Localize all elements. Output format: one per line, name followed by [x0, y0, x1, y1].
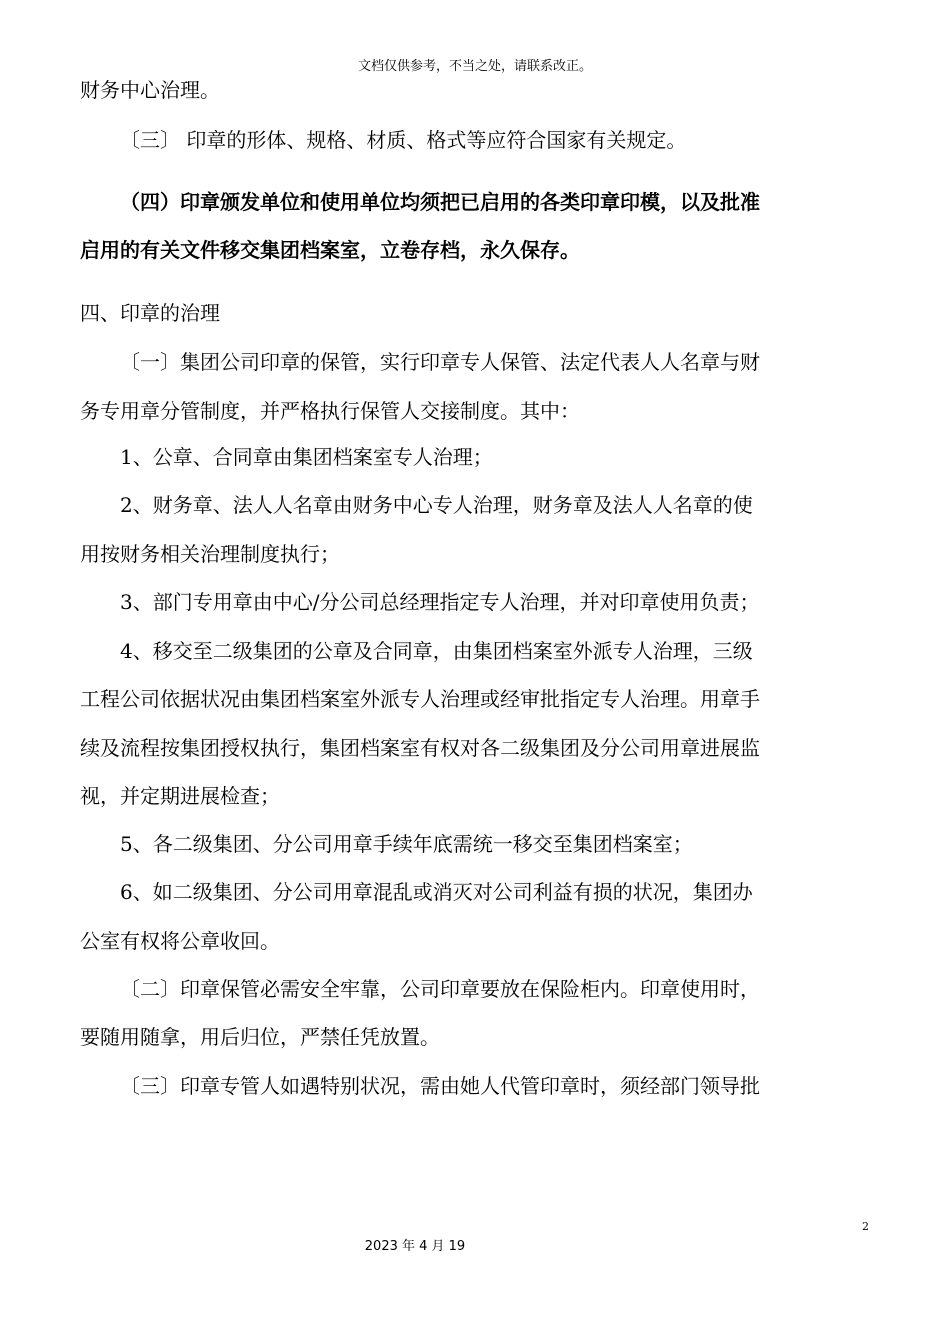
list-item: 6、如二级集团、分公司用章混乱或消灭对公司利益有损的状况，集团办	[120, 880, 753, 904]
text-line-bold: （四）印章颁发单位和使用单位均须把已启用的各类印章印模，以及批准	[120, 190, 760, 214]
text-line: 公室有权将公章收回。	[80, 929, 280, 953]
text-line: 视，并定期进展检查；	[80, 784, 280, 808]
text-line-bold: 启用的有关文件移交集团档案室，立卷存档，永久保存。	[80, 238, 580, 262]
text-line: 续及流程按集团授权执行，集团档案室有权对各二级集团及分公司用章进展监	[80, 736, 760, 760]
page-number: 2	[862, 1220, 869, 1233]
text-line: 〔三〕印章专管人如遇特别状况，需由她人代管印章时，须经部门领导批	[120, 1074, 760, 1098]
text-line: 财务中心治理。	[80, 78, 220, 102]
text-line: 务专用章分管制度，并严格执行保管人交接制度。其中：	[80, 399, 580, 423]
text-line: 工程公司依据状况由集团档案室外派专人治理或经审批指定专人治理。用章手	[80, 687, 760, 711]
text-line: 要随用随拿，用后归位，严禁任凭放置。	[80, 1025, 440, 1049]
text-line: 〔三〕 印章的形体、规格、材质、格式等应符合国家有关规定。	[120, 128, 687, 152]
text-line: 〔一〕集团公司印章的保管，实行印章专人保管、法定代表人人名章与财	[120, 350, 760, 374]
list-item: 5、各二级集团、分公司用章手续年底需统一移交至集团档案室；	[120, 832, 693, 856]
list-item: 2、财务章、法人人名章由财务中心专人治理，财务章及法人人名章的使	[120, 493, 753, 517]
list-item: 4、移交至二级集团的公章及合同章，由集团档案室外派专人治理，三级	[120, 639, 753, 663]
footer-date: 2023 年 4 月 19	[364, 1239, 466, 1254]
section-heading: 四、印章的治理	[80, 301, 220, 325]
list-item: 3、部门专用章由中心/分公司总经理指定专人治理，并对印章使用负责；	[120, 590, 760, 614]
header-note: 文档仅供参考，不当之处，请联系改正。	[357, 59, 592, 74]
text-line: 用按财务相关治理制度执行；	[80, 542, 340, 566]
list-item: 1、公章、合同章由集团档案室专人治理；	[120, 445, 493, 469]
text-line: 〔二〕印章保管必需安全牢靠，公司印章要放在保险柜内。印章使用时，	[120, 977, 760, 1001]
